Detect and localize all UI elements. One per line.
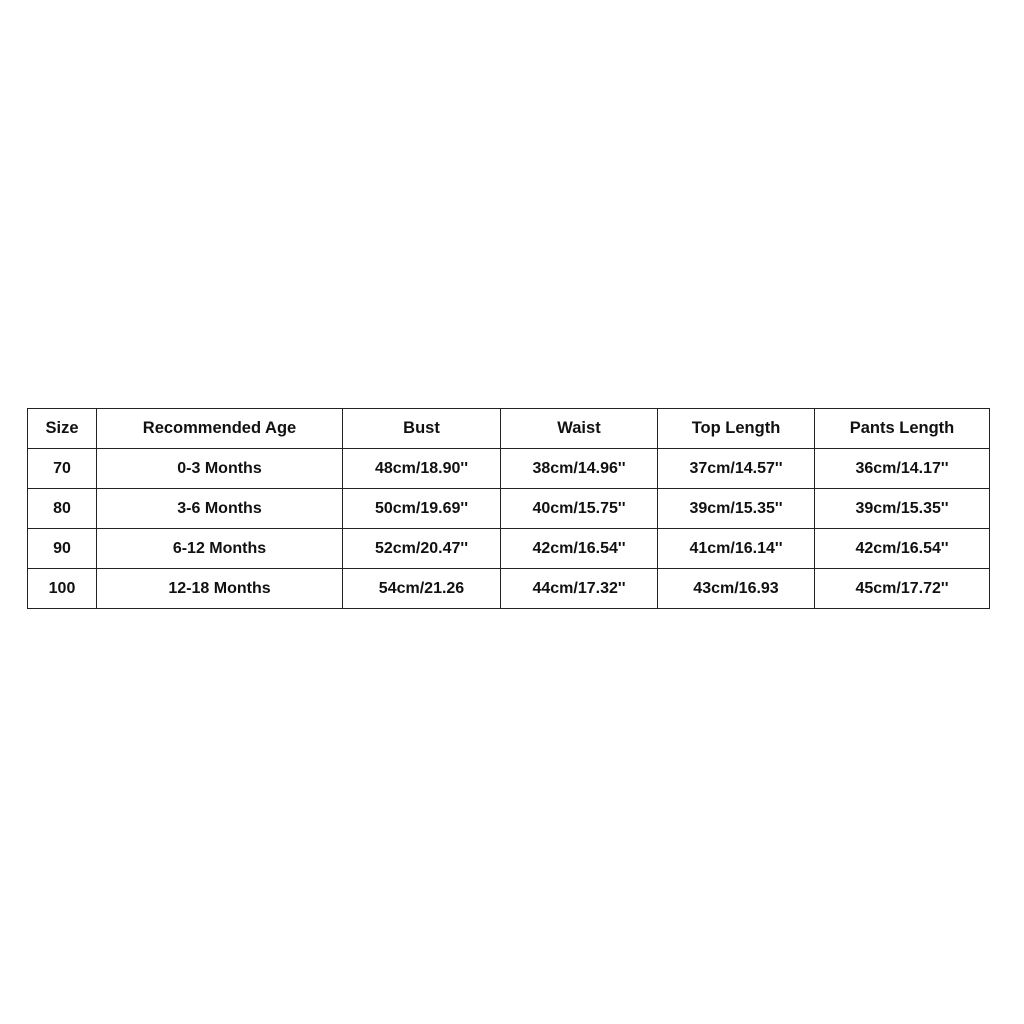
table-row: [28, 449, 990, 489]
header-pants-length: Pants Length: [815, 409, 990, 449]
cell-bust: 48cm/18.90'': [343, 449, 501, 489]
cell-size: 90: [28, 529, 97, 569]
cell-bust: 52cm/20.47'': [343, 529, 501, 569]
cell-pants-length: 45cm/17.72'': [815, 569, 990, 609]
cell-size: 70: [28, 449, 97, 489]
cell-size: 100: [28, 569, 97, 609]
header-waist: Waist: [501, 409, 658, 449]
cell-waist: 38cm/14.96'': [501, 449, 658, 489]
cell-recommended-age: 0-3 Months: [97, 449, 343, 489]
cell-pants-length: 36cm/14.17'': [815, 449, 990, 489]
header-bust: Bust: [343, 409, 501, 449]
header-top-length: Top Length: [658, 409, 815, 449]
header-size: Size: [28, 409, 97, 449]
cell-waist: 42cm/16.54'': [501, 529, 658, 569]
cell-bust: 54cm/21.26: [343, 569, 501, 609]
table-row: [28, 569, 990, 609]
cell-recommended-age: 6-12 Months: [97, 529, 343, 569]
cell-bust: 50cm/19.69'': [343, 489, 501, 529]
cell-pants-length: 42cm/16.54'': [815, 529, 990, 569]
size-chart-table: [27, 408, 990, 609]
table-row: [28, 489, 990, 529]
table-header-row: [28, 409, 990, 449]
cell-waist: 40cm/15.75'': [501, 489, 658, 529]
header-recommended-age: Recommended Age: [97, 409, 343, 449]
cell-top-length: 43cm/16.93: [658, 569, 815, 609]
cell-top-length: 39cm/15.35'': [658, 489, 815, 529]
cell-top-length: 41cm/16.14'': [658, 529, 815, 569]
cell-waist: 44cm/17.32'': [501, 569, 658, 609]
cell-pants-length: 39cm/15.35'': [815, 489, 990, 529]
cell-size: 80: [28, 489, 97, 529]
cell-recommended-age: 3-6 Months: [97, 489, 343, 529]
table-row: [28, 529, 990, 569]
cell-recommended-age: 12-18 Months: [97, 569, 343, 609]
cell-top-length: 37cm/14.57'': [658, 449, 815, 489]
